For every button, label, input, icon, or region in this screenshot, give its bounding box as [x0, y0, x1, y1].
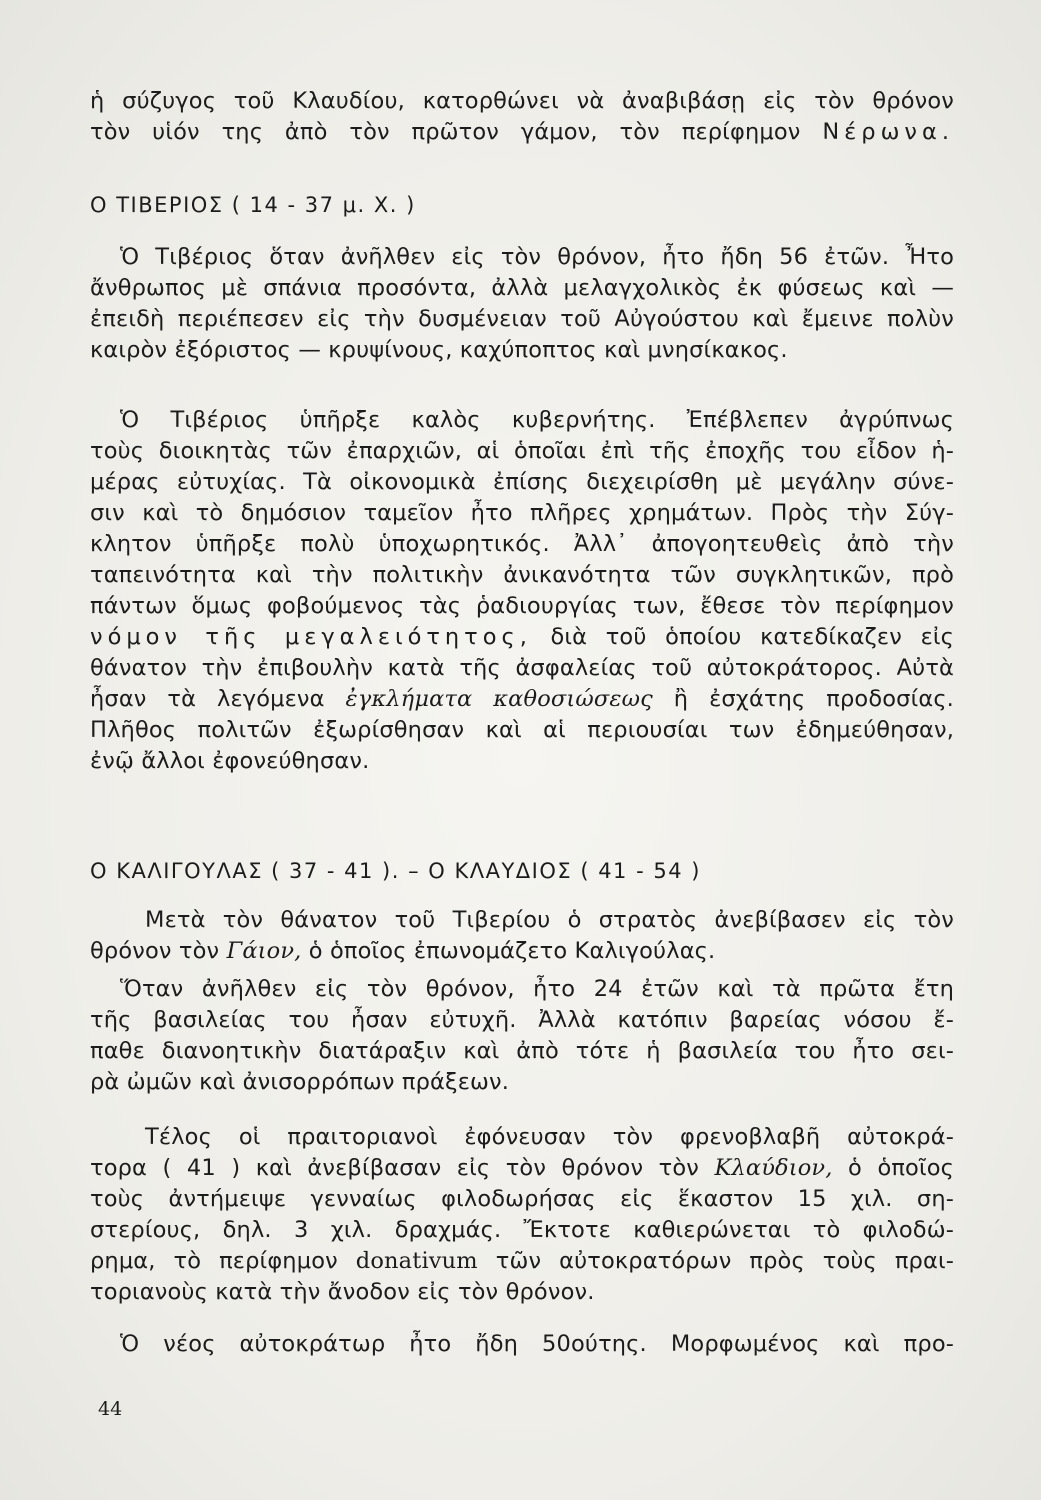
- heading-text: Ο ΤΙΒΕΡΙΟΣ ( 14 - 37 μ. Χ. ): [90, 193, 416, 217]
- caligula-paragraph-1: [90, 905, 954, 967]
- section-heading-tiberius: [90, 190, 954, 220]
- italic-name: Κλαύδιον,: [714, 1155, 833, 1181]
- text-span: ὁ ὁποῖος: [848, 1155, 955, 1181]
- nero-spaced: Νέρωνα.: [822, 119, 954, 145]
- text-line: ἡ σύζυγος τοῦ Κλαυδίου, κατορθώνει νὰ ἀναβιβάσῃ εἰς τὸν θρόνον: [90, 88, 954, 114]
- section-heading-caligula: [90, 856, 954, 886]
- latin-term: donativum: [355, 1248, 478, 1274]
- text-line: [90, 1246, 954, 1277]
- text-line: καιρὸν ἐξόριστος — κρυψίνους, καχύποπτος καὶ μνησίκακος.: [90, 337, 788, 363]
- text-line: θάνατον τὴν ἐπιβουλὴν κατὰ τῆς ἀσφαλείας τοῦ αὐτοκράτορος. Αὐτὰ: [90, 655, 954, 681]
- law-name-spaced: νόμον τῆς μεγαλειότητος,: [90, 624, 532, 650]
- text-line: Μετὰ τὸν θάνατον τοῦ Τιβερίου ὁ στρατὸς ἀνεβίβασεν εἰς τὸν: [145, 907, 954, 933]
- text-line: πάντων ὅμως φοβούμενος τὰς ῥαδιουργίας των, ἔθεσε τὸν περίφημον: [90, 593, 954, 619]
- tiberius-paragraph-1: [90, 242, 954, 366]
- text-line: τῆς βασιλείας του ἦσαν εὐτυχῆ. Ἀλλὰ κατόπιν βαρείας νόσου ἔ-: [90, 1007, 954, 1033]
- text-line: τοριανοὺς κατὰ τὴν ἄνοδον εἰς τὸν θρόνον.: [90, 1279, 595, 1305]
- caligula-paragraph-3: [90, 1122, 954, 1308]
- text-span: τῶν αὐτοκρατόρων πρὸς τοὺς πραι-: [495, 1248, 955, 1274]
- text-line: [90, 1153, 954, 1184]
- text-line: παθε διανοητικὴν διατάραξιν καὶ ἀπὸ τότε ἡ βασιλεία του ἦτο σει-: [90, 1038, 954, 1064]
- text-span: ἦσαν τὰ λεγόμενα: [90, 686, 325, 712]
- text-span: τὸν υἱόν της ἀπὸ τὸν πρῶτον γάμον, τὸν περίφημον: [90, 119, 801, 145]
- text-line: Ὁ Τιβέριος ὑπῆρξε καλὸς κυβερνήτης. Ἐπέβλεπεν ἀγρύπνως: [120, 407, 954, 433]
- text-line: [90, 936, 954, 967]
- text-span: ἢ ἐσχάτης προδοσίας.: [673, 686, 954, 712]
- text-span: τορα ( 41 ) καὶ ἀνεβίβασαν εἰς τὸν θρόνον τὸν: [90, 1155, 699, 1181]
- text-span: ὁ ὁποῖος ἐπωνομάζετο Καλιγούλας.: [308, 938, 716, 964]
- page-number: 44: [98, 1398, 123, 1420]
- text-line: Ὁ νέος αὐτοκράτωρ ἦτο ἤδη 50ούτης. Μορφωμένος καὶ προ-: [120, 1331, 954, 1357]
- text-line: Πλῆθος πολιτῶν ἐξωρίσθησαν καὶ αἱ περιουσίαι των ἐδημεύθησαν,: [90, 717, 954, 743]
- text-line: ἄνθρωπος μὲ σπάνια προσόντα, ἀλλὰ μελαγχολικὸς ἐκ φύσεως καὶ —: [90, 275, 954, 301]
- text-line: τοὺς ἀντήμειψε γενναίως φιλοδωρήσας εἰς ἕκαστον 15 χιλ. ση-: [90, 1186, 954, 1212]
- text-span: ρημα, τὸ περίφημον: [90, 1248, 338, 1274]
- text-line: [90, 117, 954, 148]
- text-span: διὰ τοῦ ὁποίου κατεδίκαζεν εἰς: [550, 624, 954, 650]
- text-line: μέρας εὐτυχίας. Τὰ οἰκονομικὰ ἐπίσης διεχειρίσθη μὲ μεγάλην σύνε-: [90, 469, 954, 495]
- text-line: ταπεινότητα καὶ τὴν πολιτικὴν ἀνικανότητα τῶν συγκλητικῶν, πρὸ: [90, 562, 954, 588]
- text-line: ἐνῷ ἄλλοι ἐφονεύθησαν.: [90, 748, 370, 774]
- text-line: σιν καὶ τὸ δημόσιον ταμεῖον ἦτο πλῆρες χρημάτων. Πρὸς τὴν Σύγ-: [90, 500, 954, 526]
- text-line: Ὁ Τιβέριος ὅταν ἀνῆλθεν εἰς τὸν θρόνον, ἦτο ἤδη 56 ἐτῶν. Ἦτο: [120, 244, 954, 270]
- text-line: στερίους, δηλ. 3 χιλ. δραχμάς. Ἔκτοτε καθιερώνεται τὸ φιλοδώ-: [90, 1217, 954, 1243]
- text-line: [90, 684, 954, 715]
- intro-paragraph: [90, 86, 954, 148]
- heading-text: Ο ΚΑΛΙΓΟΥΛΑΣ ( 37 - 41 ). – Ο ΚΛΑΥΔΙΟΣ ( 41 - 54 ): [90, 859, 701, 883]
- text-line: ἐπειδὴ περιέπεσεν εἰς τὴν δυσμένειαν τοῦ Αὐγούστου καὶ ἔμεινε πολὺν: [90, 306, 954, 332]
- text-line: Ὅταν ἀνῆλθεν εἰς τὸν θρόνον, ἦτο 24 ἐτῶν καὶ τὰ πρῶτα ἔτη: [120, 976, 954, 1002]
- text-line: κλητον ὑπῆρξε πολὺ ὑποχωρητικός. Ἀλλ᾽ ἀπογοητευθεὶς ἀπὸ τὴν: [90, 531, 954, 557]
- text-line: Τέλος οἱ πραιτοριανοὶ ἐφόνευσαν τὸν φρενοβλαβῆ αὐτοκρά-: [145, 1124, 954, 1150]
- text-span: θρόνον τὸν: [90, 938, 220, 964]
- text-line: τοὺς διοικητὰς τῶν ἐπαρχιῶν, αἱ ὁποῖαι ἐπὶ τῆς ἐποχῆς του εἶδον ἡ-: [90, 438, 954, 464]
- italic-term: ἐγκλήματα καθοσιώσεως: [345, 686, 653, 712]
- italic-name: Γάιον,: [226, 938, 302, 964]
- tiberius-paragraph-2: [90, 405, 954, 777]
- claudius-paragraph: [90, 1329, 954, 1360]
- text-line: [90, 622, 954, 653]
- text-line: ρὰ ὠμῶν καὶ ἀνισορρόπων πράξεων.: [90, 1069, 510, 1095]
- caligula-paragraph-2: [90, 974, 954, 1098]
